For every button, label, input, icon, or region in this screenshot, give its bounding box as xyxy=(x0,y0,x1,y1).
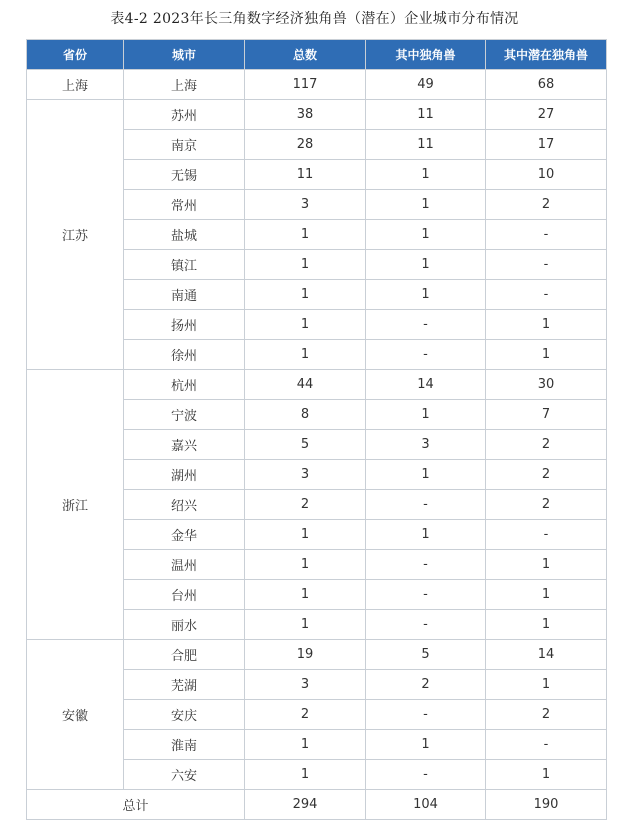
table-row xyxy=(27,70,607,100)
unicorn-cell: 1 xyxy=(366,520,486,550)
total-potential-unicorn: 190 xyxy=(486,790,607,820)
unicorn-cell: 1 xyxy=(366,220,486,250)
total-unicorn: 104 xyxy=(366,790,486,820)
potential-unicorn-cell: 1 xyxy=(486,580,607,610)
total-cell: 1 xyxy=(245,340,366,370)
unicorn-cell: - xyxy=(366,340,486,370)
city-cell: 上海 xyxy=(124,70,245,100)
unicorn-cell: 11 xyxy=(366,130,486,160)
potential-unicorn-cell: - xyxy=(486,730,607,760)
city-cell: 丽水 xyxy=(124,610,245,640)
total-cell: 1 xyxy=(245,520,366,550)
unicorn-cell: - xyxy=(366,610,486,640)
total-cell: 1 xyxy=(245,220,366,250)
potential-unicorn-cell: - xyxy=(486,220,607,250)
header-potential-unicorn: 其中潜在独角兽 xyxy=(486,40,607,70)
total-cell: 1 xyxy=(245,580,366,610)
total-cell: 1 xyxy=(245,760,366,790)
total-cell: 1 xyxy=(245,280,366,310)
unicorn-cell: - xyxy=(366,580,486,610)
total-cell: 117 xyxy=(245,70,366,100)
potential-unicorn-cell: 14 xyxy=(486,640,607,670)
city-cell: 六安 xyxy=(124,760,245,790)
total-cell: 19 xyxy=(245,640,366,670)
unicorn-cell: - xyxy=(366,760,486,790)
city-cell: 盐城 xyxy=(124,220,245,250)
potential-unicorn-cell: - xyxy=(486,520,607,550)
total-row xyxy=(27,790,607,820)
potential-unicorn-cell: 2 xyxy=(486,490,607,520)
table-row xyxy=(27,370,607,400)
unicorn-cell: 49 xyxy=(366,70,486,100)
potential-unicorn-cell: 1 xyxy=(486,340,607,370)
city-cell: 无锡 xyxy=(124,160,245,190)
unicorn-cell: - xyxy=(366,550,486,580)
total-label: 总计 xyxy=(27,790,245,820)
province-cell: 浙江 xyxy=(27,370,124,640)
potential-unicorn-cell: 7 xyxy=(486,400,607,430)
potential-unicorn-cell: 10 xyxy=(486,160,607,190)
city-cell: 台州 xyxy=(124,580,245,610)
unicorn-cell: 3 xyxy=(366,430,486,460)
potential-unicorn-cell: 1 xyxy=(486,670,607,700)
unicorn-cell: 1 xyxy=(366,160,486,190)
header-province: 省份 xyxy=(27,40,124,70)
unicorn-cell: 1 xyxy=(366,460,486,490)
potential-unicorn-cell: 1 xyxy=(486,760,607,790)
city-cell: 芜湖 xyxy=(124,670,245,700)
total-cell: 1 xyxy=(245,730,366,760)
unicorn-cell: 1 xyxy=(366,730,486,760)
city-cell: 安庆 xyxy=(124,700,245,730)
unicorn-cell: 1 xyxy=(366,280,486,310)
potential-unicorn-cell: 2 xyxy=(486,430,607,460)
total-cell: 38 xyxy=(245,100,366,130)
total-cell: 5 xyxy=(245,430,366,460)
header-row xyxy=(27,40,607,70)
potential-unicorn-cell: 2 xyxy=(486,190,607,220)
total-cell: 3 xyxy=(245,670,366,700)
city-cell: 绍兴 xyxy=(124,490,245,520)
city-cell: 扬州 xyxy=(124,310,245,340)
city-cell: 温州 xyxy=(124,550,245,580)
city-distribution-table xyxy=(26,39,607,820)
unicorn-cell: 1 xyxy=(366,190,486,220)
city-cell: 苏州 xyxy=(124,100,245,130)
city-cell: 合肥 xyxy=(124,640,245,670)
potential-unicorn-cell: 1 xyxy=(486,550,607,580)
total-cell: 1 xyxy=(245,310,366,340)
unicorn-cell: 2 xyxy=(366,670,486,700)
unicorn-cell: - xyxy=(366,310,486,340)
potential-unicorn-cell: 2 xyxy=(486,700,607,730)
potential-unicorn-cell: 2 xyxy=(486,460,607,490)
header-city: 城市 xyxy=(124,40,245,70)
city-cell: 湖州 xyxy=(124,460,245,490)
total-cell: 44 xyxy=(245,370,366,400)
total-sum: 294 xyxy=(245,790,366,820)
total-cell: 3 xyxy=(245,460,366,490)
unicorn-cell: 11 xyxy=(366,100,486,130)
province-cell: 安徽 xyxy=(27,640,124,790)
city-cell: 宁波 xyxy=(124,400,245,430)
total-cell: 1 xyxy=(245,250,366,280)
city-cell: 常州 xyxy=(124,190,245,220)
table-body xyxy=(27,70,607,820)
total-cell: 3 xyxy=(245,190,366,220)
potential-unicorn-cell: 1 xyxy=(486,610,607,640)
total-cell: 28 xyxy=(245,130,366,160)
potential-unicorn-cell: 17 xyxy=(486,130,607,160)
city-cell: 金华 xyxy=(124,520,245,550)
table-row xyxy=(27,100,607,130)
unicorn-cell: 1 xyxy=(366,250,486,280)
potential-unicorn-cell: 30 xyxy=(486,370,607,400)
city-cell: 杭州 xyxy=(124,370,245,400)
unicorn-cell: - xyxy=(366,490,486,520)
city-cell: 南京 xyxy=(124,130,245,160)
city-cell: 淮南 xyxy=(124,730,245,760)
total-cell: 2 xyxy=(245,490,366,520)
province-cell: 江苏 xyxy=(27,100,124,370)
table-title: 表4-2 2023年长三角数字经济独角兽（潜在）企业城市分布情况 xyxy=(110,11,519,27)
unicorn-cell: 1 xyxy=(366,400,486,430)
unicorn-cell: - xyxy=(366,700,486,730)
province-cell: 上海 xyxy=(27,70,124,100)
potential-unicorn-cell: 27 xyxy=(486,100,607,130)
city-cell: 嘉兴 xyxy=(124,430,245,460)
potential-unicorn-cell: - xyxy=(486,280,607,310)
potential-unicorn-cell: - xyxy=(486,250,607,280)
total-cell: 2 xyxy=(245,700,366,730)
city-cell: 徐州 xyxy=(124,340,245,370)
unicorn-cell: 5 xyxy=(366,640,486,670)
total-cell: 1 xyxy=(245,550,366,580)
potential-unicorn-cell: 1 xyxy=(486,310,607,340)
header-unicorn: 其中独角兽 xyxy=(366,40,486,70)
unicorn-cell: 14 xyxy=(366,370,486,400)
total-cell: 11 xyxy=(245,160,366,190)
total-cell: 8 xyxy=(245,400,366,430)
table-row xyxy=(27,640,607,670)
city-cell: 镇江 xyxy=(124,250,245,280)
header-total: 总数 xyxy=(245,40,366,70)
table-header xyxy=(27,40,607,70)
potential-unicorn-cell: 68 xyxy=(486,70,607,100)
city-cell: 南通 xyxy=(124,280,245,310)
total-cell: 1 xyxy=(245,610,366,640)
